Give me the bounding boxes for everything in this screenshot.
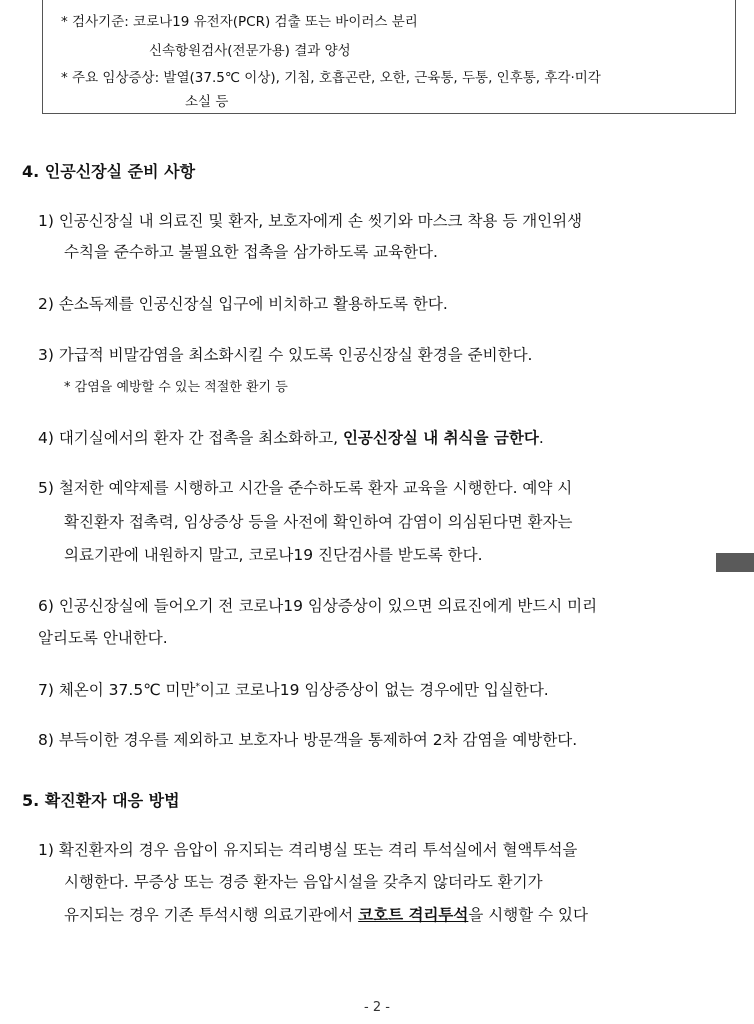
s4-item-6-line-2: 알리도록 안내한다. xyxy=(38,629,168,647)
section-4-title: 4. 인공신장실 준비 사항 xyxy=(22,162,196,181)
footnote-mark: * xyxy=(195,682,200,692)
s5-item-1-line-3: 유지되는 경우 기존 투석시행 의료기관에서 코호트 격리투석을 시행할 수 있다 xyxy=(64,906,588,924)
section-5-title: 5. 확진환자 대응 방법 xyxy=(22,791,180,810)
s4-item-3-note: * 감염을 예방할 수 있는 적절한 환기 등 xyxy=(64,380,288,395)
s4-item-5-line-1: 5) 철저한 예약제를 시행하고 시간을 준수하도록 환자 교육을 시행한다. 예약 시 xyxy=(38,479,573,497)
criteria-note-box xyxy=(42,0,736,114)
s4-item-3: 3) 가급적 비말감염을 최소화시킬 수 있도록 인공신장실 환경을 준비한다. xyxy=(38,346,533,364)
s5-item-1-line-1: 1) 확진환자의 경우 음압이 유지되는 격리병실 또는 격리 투석실에서 혈액투석을 xyxy=(38,841,578,859)
s4-item-7: 7) 체온이 37.5℃ 미만*이고 코로나19 임상증상이 없는 경우에만 입실한다. xyxy=(38,681,549,699)
s4-item-8: 8) 부득이한 경우를 제외하고 보호자나 방문객을 통제하여 2차 감염을 예방한다. xyxy=(38,731,578,749)
s4-item-5-line-2: 확진환자 접촉력, 임상증상 등을 사전에 확인하여 감염이 의심된다면 환자는 xyxy=(64,513,573,531)
note-symptoms: * 주요 임상증상: 발열(37.5℃ 이상), 기침, 호흡곤란, 오한, 근육통, 두통, 인후통, 후각·미각 xyxy=(61,70,601,86)
s4-item-4: 4) 대기실에서의 환자 간 접촉을 최소화하고, 인공신장실 내 취식을 금한다. xyxy=(38,429,544,447)
page-number: - 2 - xyxy=(364,1000,390,1015)
note-test-criteria: * 검사기준: 코로나19 유전자(PCR) 검출 또는 바이러스 분리 xyxy=(61,14,418,30)
note-symptoms-cont: 소실 등 xyxy=(185,94,229,110)
s4-item-1-line-2: 수칙을 준수하고 불필요한 접촉을 삼가하도록 교육한다. xyxy=(64,243,438,261)
s4-item-5-line-3: 의료기관에 내원하지 말고, 코로나19 진단검사를 받도록 한다. xyxy=(64,546,483,564)
side-tab-marker xyxy=(716,553,754,572)
s4-item-4-emphasis: 인공신장실 내 취식을 금한다 xyxy=(342,429,539,447)
note-test-criteria-cont: 신속항원검사(전문가용) 결과 양성 xyxy=(149,43,351,59)
s4-item-6-line-1: 6) 인공신장실에 들어오기 전 코로나19 임상증상이 있으면 의료진에게 반드시 미리 xyxy=(38,597,598,615)
cohort-dialysis-emphasis: 코호트 격리투석 xyxy=(358,906,469,924)
s5-item-1-line-2: 시행한다. 무증상 또는 경증 환자는 음압시설을 갖추지 않더라도 환기가 xyxy=(64,873,543,891)
s4-item-2: 2) 손소독제를 인공신장실 입구에 비치하고 활용하도록 한다. xyxy=(38,295,448,313)
s4-item-1-line-1: 1) 인공신장실 내 의료진 및 환자, 보호자에게 손 씻기와 마스크 착용 등 개인위생 xyxy=(38,212,583,230)
